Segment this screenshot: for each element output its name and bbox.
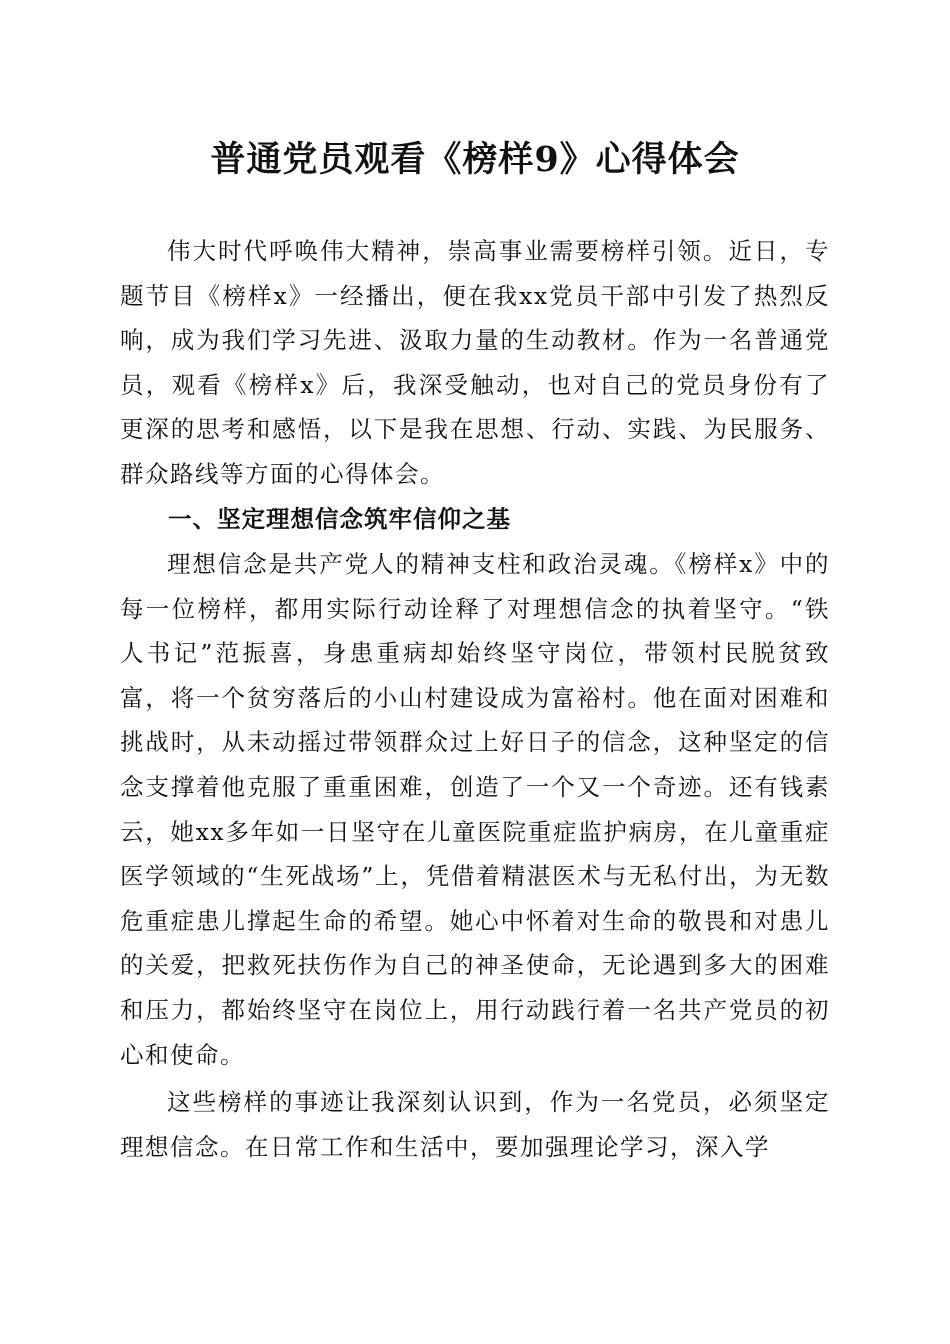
- section-heading-1: 一、坚定理想信念筑牢信仰之基: [168, 505, 511, 533]
- document-title: 普通党员观看《榜样9》心得体会: [210, 139, 740, 180]
- section-1-paragraph-2: 这些榜样的事迹让我深刻认识到，作为一名党员，必须坚定理想信念。在日常工作和生活中，要加强理论学习，深入学: [120, 1088, 830, 1161]
- intro-paragraph: 伟大时代呼唤伟大精神，崇高事业需要榜样引领。近日，专题节目《榜样x》一经播出，便在我xx党员干部中引发了热烈反响，成为我们学习先进、汲取力量的生动教材。作为一名普通党员，观看《榜样x》后，我深受触动，也对自己的党员身份有了更深的思考和感悟，以下是我在思想、行动、实践、为民服务、群众路线等方面的心得体会。: [120, 237, 830, 488]
- section-1-paragraph-1: 理想信念是共产党人的精神支柱和政治灵魂。《榜样x》中的每一位榜样，都用实际行动诠释了对理想信念的执着坚守。“铁人书记”范振喜，身患重病却始终坚守岗位，带领村民脱贫致富，将一个贫穷落后的小山村建设成为富裕村。他在面对困难和挑战时，从未动摇过带领群众过上好日子的信念，这种坚定的信念支撑着他克服了重重困难，创造了一个又一个奇迹。还有钱素云，她xx多年如一日坚守在儿童医院重症监护病房，在儿童重症医学领域的“生死战场”上，凭借着精湛医术与无私付出，为无数危重症患儿撑起生命的希望。她心中怀着对生命的敬畏和对患儿的关爱，把救死扶伤作为自己的神圣使命，无论遇到多大的困难和压力，都始终坚守在岗位上，用行动践行着一名共产党员的初心和使命。: [120, 550, 830, 1069]
